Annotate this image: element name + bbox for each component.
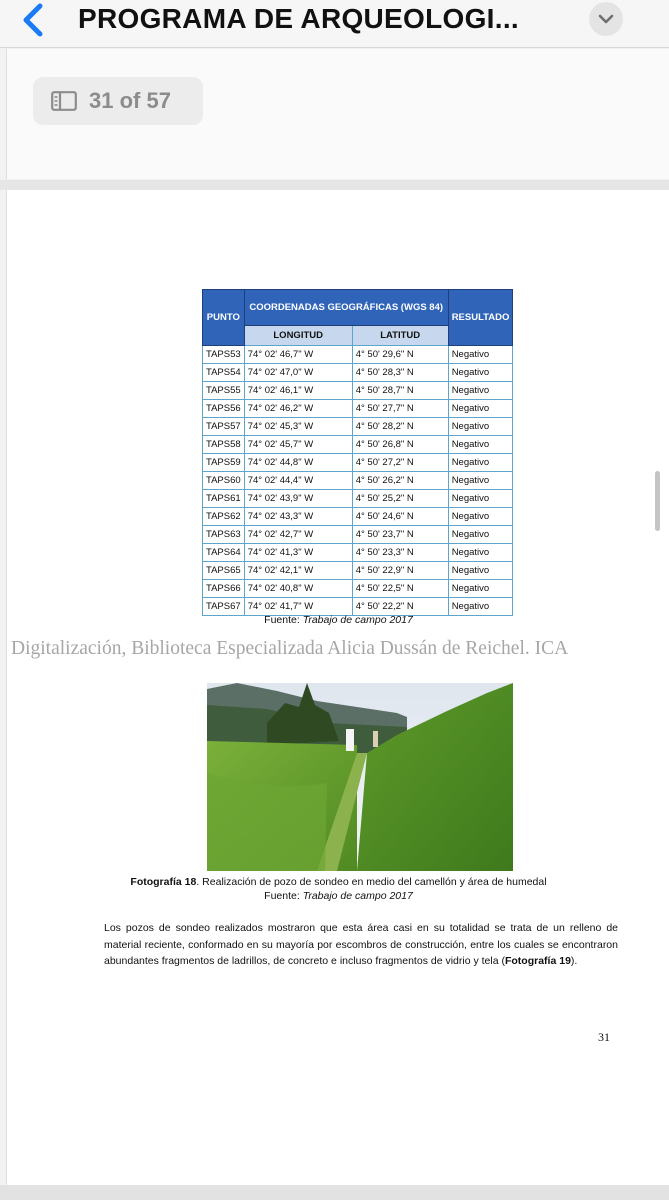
cell-punto: TAPS53 <box>203 346 245 364</box>
cell-punto: TAPS62 <box>203 508 245 526</box>
cell-punto: TAPS64 <box>203 544 245 562</box>
chevron-left-icon <box>14 2 54 42</box>
header-coordenadas: COORDENADAS GEOGRÁFICAS (WGS 84) <box>244 290 448 326</box>
cell-resultado: Negativo <box>448 580 513 598</box>
cell-longitud: 74° 02' 44,8" W <box>244 454 352 472</box>
cell-resultado: Negativo <box>448 490 513 508</box>
cell-latitud: 4° 50' 28,2" N <box>352 418 448 436</box>
body-paragraph <box>104 920 618 970</box>
cell-latitud: 4° 50' 24,6" N <box>352 508 448 526</box>
table-row <box>203 436 513 454</box>
photo-source-value: Trabajo de campo 2017 <box>302 890 413 902</box>
cell-resultado: Negativo <box>448 436 513 454</box>
cell-latitud: 4° 50' 23,3" N <box>352 544 448 562</box>
cell-resultado: Negativo <box>448 382 513 400</box>
cell-longitud: 74° 02' 40,8" W <box>244 580 352 598</box>
chevron-down-icon <box>589 2 623 36</box>
cell-longitud: 74° 02' 43,9" W <box>244 490 352 508</box>
table-row <box>203 562 513 580</box>
toolbar <box>6 49 669 179</box>
cell-resultado: Negativo <box>448 418 513 436</box>
cell-resultado: Negativo <box>448 508 513 526</box>
cell-latitud: 4° 50' 29,6" N <box>352 346 448 364</box>
photo-caption-text: . Realización de pozo de sondeo en medio del camellón y área de humedal <box>196 876 547 888</box>
cell-resultado: Negativo <box>448 364 513 382</box>
cell-longitud: 74° 02' 46,7" W <box>244 346 352 364</box>
page-number: 31 <box>598 1030 610 1044</box>
cell-resultado: Negativo <box>448 454 513 472</box>
photo-source-label: Fuente: <box>264 890 303 902</box>
cell-latitud: 4° 50' 25,2" N <box>352 490 448 508</box>
cell-longitud: 74° 02' 45,7" W <box>244 436 352 454</box>
cell-longitud: 74° 02' 46,2" W <box>244 400 352 418</box>
table-row <box>203 364 513 382</box>
paragraph-text: Los pozos de sondeo realizados mostraron que esta área casi en su totalidad se trata de un relleno de material reciente, conformado en su mayoría por escombros de construcción, entre los cuales se encontraron abundantes fragmentos de ladrillos, de concreto e incluso fragmentos de vidrio y tela ( <box>104 922 618 967</box>
cell-latitud: 4° 50' 28,3" N <box>352 364 448 382</box>
document-title: PROGRAMA DE ARQUEOLOGI... <box>78 3 519 34</box>
cell-longitud: 74° 02' 42,1" W <box>244 562 352 580</box>
photo-caption-label: Fotografía 18 <box>130 876 197 888</box>
cell-longitud: 74° 02' 47,0" W <box>244 364 352 382</box>
watermark: Digitalización, Biblioteca Especializada Alicia Dussán de Reichel. ICA <box>11 638 569 659</box>
table-row <box>203 346 513 364</box>
cell-latitud: 4° 50' 23,7" N <box>352 526 448 544</box>
cell-punto: TAPS65 <box>203 562 245 580</box>
table-source <box>7 614 669 626</box>
cell-latitud: 4° 50' 22,2" N <box>352 598 448 616</box>
cell-resultado: Negativo <box>448 400 513 418</box>
sidebar-icon <box>51 91 77 111</box>
cell-punto: TAPS54 <box>203 364 245 382</box>
cell-resultado: Negativo <box>448 472 513 490</box>
header-latitud: LATITUD <box>352 326 448 346</box>
cell-punto: TAPS61 <box>203 490 245 508</box>
cell-punto: TAPS58 <box>203 436 245 454</box>
cell-latitud: 4° 50' 22,9" N <box>352 562 448 580</box>
cell-resultado: Negativo <box>448 598 513 616</box>
table-row <box>203 526 513 544</box>
table-row <box>203 508 513 526</box>
page-indicator-button[interactable] <box>33 77 203 125</box>
cell-latitud: 4° 50' 22,5" N <box>352 580 448 598</box>
cell-longitud: 74° 02' 44,4" W <box>244 472 352 490</box>
field-photo <box>207 683 513 871</box>
cell-longitud: 74° 02' 46,1" W <box>244 382 352 400</box>
table-body <box>203 346 513 616</box>
next-page-edge <box>0 1185 669 1200</box>
cell-punto: TAPS57 <box>203 418 245 436</box>
cell-punto: TAPS59 <box>203 454 245 472</box>
cell-punto: TAPS56 <box>203 400 245 418</box>
back-button[interactable] <box>14 2 54 42</box>
cell-latitud: 4° 50' 27,7" N <box>352 400 448 418</box>
cell-resultado: Negativo <box>448 346 513 364</box>
cell-latitud: 4° 50' 27,2" N <box>352 454 448 472</box>
header-longitud: LONGITUD <box>244 326 352 346</box>
cell-punto: TAPS63 <box>203 526 245 544</box>
page-separator <box>0 180 669 190</box>
photo-caption <box>7 876 669 888</box>
cell-punto: TAPS55 <box>203 382 245 400</box>
table-source-value: Trabajo de campo 2017 <box>302 614 413 626</box>
cell-longitud: 74° 02' 41,3" W <box>244 544 352 562</box>
title-menu-button[interactable] <box>589 2 623 36</box>
cell-latitud: 4° 50' 28,7" N <box>352 382 448 400</box>
table-row <box>203 382 513 400</box>
document-page[interactable] <box>6 190 669 1185</box>
table-row <box>203 544 513 562</box>
header-resultado: RESULTADO <box>448 290 513 346</box>
coordinates-table <box>202 289 513 616</box>
scroll-indicator[interactable] <box>655 471 660 531</box>
cell-latitud: 4° 50' 26,8" N <box>352 436 448 454</box>
nav-bar <box>0 0 669 48</box>
cell-punto: TAPS66 <box>203 580 245 598</box>
cell-resultado: Negativo <box>448 562 513 580</box>
table-row <box>203 418 513 436</box>
table-row <box>203 400 513 418</box>
cell-longitud: 74° 02' 43,3" W <box>244 508 352 526</box>
cell-punto: TAPS60 <box>203 472 245 490</box>
cell-latitud: 4° 50' 26,2" N <box>352 472 448 490</box>
cell-resultado: Negativo <box>448 526 513 544</box>
cell-punto: TAPS67 <box>203 598 245 616</box>
table-row <box>203 490 513 508</box>
table-row <box>203 580 513 598</box>
cell-longitud: 74° 02' 41,7" W <box>244 598 352 616</box>
cell-longitud: 74° 02' 45,3" W <box>244 418 352 436</box>
page-indicator-label: 31 of 57 <box>89 88 171 113</box>
photo-source <box>7 890 669 902</box>
cell-resultado: Negativo <box>448 544 513 562</box>
table-row <box>203 454 513 472</box>
table-row <box>203 598 513 616</box>
paragraph-reference: Fotografía 19 <box>504 955 571 967</box>
cell-longitud: 74° 02' 42,7" W <box>244 526 352 544</box>
table-row <box>203 472 513 490</box>
table-source-label: Fuente: <box>264 614 303 626</box>
header-punto: PUNTO <box>203 290 245 346</box>
paragraph-end: ). <box>570 955 578 967</box>
